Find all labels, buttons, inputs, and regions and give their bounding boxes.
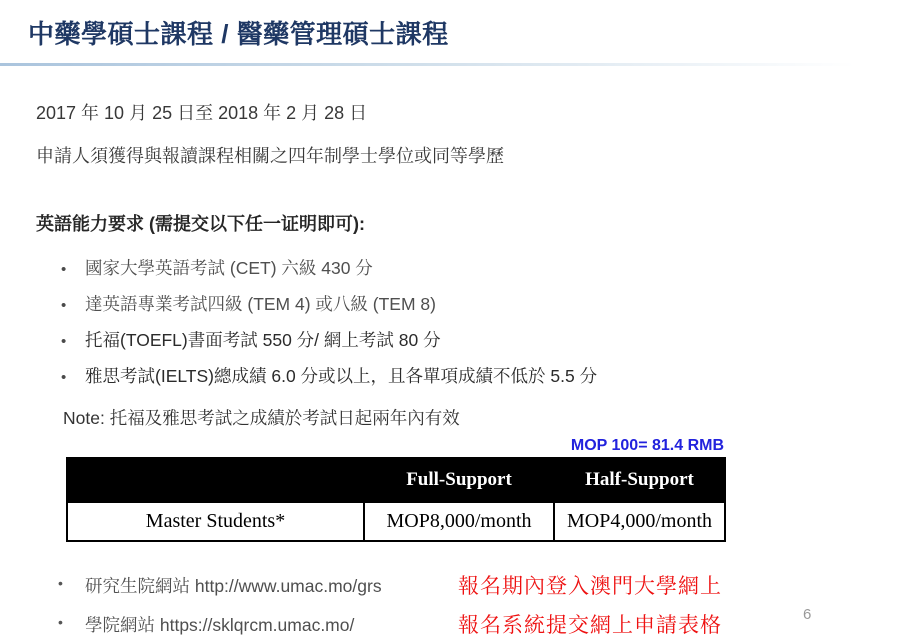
table-cell-student-type: Master Students* bbox=[67, 502, 364, 541]
validity-note: Note: 托福及雅思考試之成績於考試日起兩年內有效 bbox=[63, 408, 460, 428]
list-item bbox=[36, 572, 864, 598]
degree-requirement: 申請人須獲得與報讀課程相關之四年制學士學位或同等學歷 bbox=[36, 146, 504, 166]
bullet-icon: • bbox=[61, 333, 67, 350]
website-links bbox=[36, 572, 864, 637]
exchange-rate: MOP 100= 81.4 RMB bbox=[570, 437, 724, 454]
title-divider bbox=[0, 63, 900, 66]
bullet-icon: • bbox=[61, 261, 67, 278]
page-title: 中藥學碩士課程 / 醫藥管理碩士課程 bbox=[28, 19, 449, 49]
table-row bbox=[67, 502, 725, 541]
list-item-label: 國家大學英語考試 (CET) 六級 430 分 bbox=[85, 258, 373, 278]
list-item bbox=[36, 330, 864, 351]
table-header-empty bbox=[67, 458, 364, 502]
page-number: 6 bbox=[803, 606, 812, 623]
table-cell-half-amount: MOP4,000/month bbox=[554, 502, 725, 541]
english-requirement-list bbox=[36, 258, 864, 387]
list-item-label: 達英語專業考試四級 (TEM 4) 或八級 (TEM 8) bbox=[85, 294, 436, 314]
bullet-icon: • bbox=[61, 369, 67, 386]
table-header-row bbox=[67, 458, 725, 502]
list-item bbox=[36, 366, 864, 387]
table-header-full-support: Full-Support bbox=[364, 458, 554, 502]
list-item-label: 雅思考試(IELTS)總成績 6.0 分或以上，且各單項成績不低於 5.5 分 bbox=[85, 366, 598, 386]
list-item bbox=[36, 258, 864, 279]
table-cell-full-amount: MOP8,000/month bbox=[364, 502, 554, 541]
bullet-icon: • bbox=[58, 614, 63, 630]
english-requirement-heading: 英語能力要求 (需提交以下任一证明即可): bbox=[36, 214, 365, 234]
scholarship-table bbox=[66, 457, 726, 542]
slide-body bbox=[0, 99, 900, 637]
registration-note-line2: 報名系統提交網上申請表格 bbox=[458, 614, 722, 637]
table-header-half-support: Half-Support bbox=[554, 458, 725, 502]
registration-note-line1: 報名期內登入澳門大學網上 bbox=[458, 575, 722, 598]
list-item-label: 托福(TOEFL)書面考試 550 分/ 網上考試 80 分 bbox=[85, 330, 441, 350]
list-item bbox=[36, 294, 864, 315]
list-item bbox=[36, 611, 864, 637]
institute-website: 學院網站 https://sklqrcm.umac.mo/ bbox=[85, 614, 355, 635]
application-period: 2017 年 10 月 25 日至 2018 年 2 月 28 日 bbox=[36, 103, 368, 123]
bullet-icon: • bbox=[61, 297, 67, 314]
graduate-school-website: 研究生院網站 http://www.umac.mo/grs bbox=[85, 575, 382, 596]
bullet-icon: • bbox=[58, 575, 63, 591]
